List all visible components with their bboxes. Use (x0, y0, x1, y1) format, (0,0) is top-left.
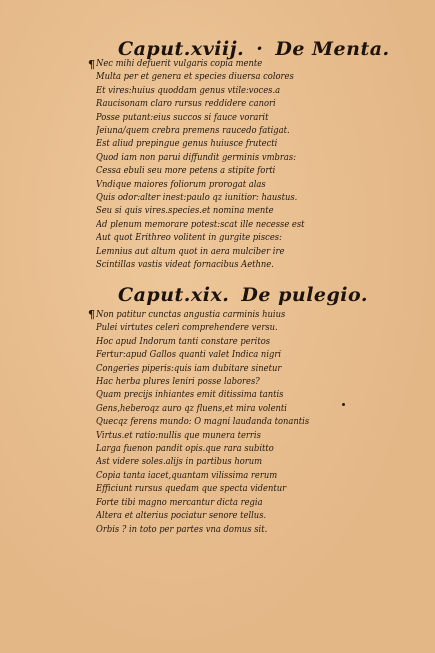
text-line: Posse putant:eius succos si fauce vorarit (96, 112, 269, 123)
text-line: Ad plenum memorare potest:scat ille necesse est (96, 219, 305, 230)
text-line: Hac herba plures leniri posse labores? (96, 377, 260, 388)
text-line: Fertur:apud Gallos quanti valet Indica nigri (96, 350, 282, 361)
text-line: Quecqz ferens mundo: O magni laudanda tonantis (96, 417, 310, 428)
chapter-19-heading (118, 284, 368, 306)
pilcrow-icon: ¶ (88, 58, 95, 71)
text-line: Aut quot Erithreo volitent in gurgite pisces: (96, 233, 282, 244)
chapter-18-title: De Menta. (275, 38, 390, 60)
text-line: Gens,heberoqz auro qz fluens,et mira volenti (96, 403, 287, 414)
text-line: Seu si quis vires.species.et nomina mente (96, 206, 274, 217)
text-line: Quam precijs inhiantes emit ditissima tantis (96, 390, 284, 401)
text-line: Copia tanta iacet,quantam vilissima rerum (96, 470, 278, 481)
text-line: Efficiunt rursus quedam que specta videntur (96, 484, 287, 495)
text-line: Cessa ebuli seu more petens a stipite forti (96, 166, 276, 177)
text-line: Pulei virtutes celeri comprehendere versu. (96, 323, 278, 334)
chapter-19-caput: Caput.xix. (118, 284, 230, 306)
text-line: Est aliud prepingue genus huiusce frutecti (96, 139, 278, 150)
pilcrow-icon: ¶ (88, 308, 95, 321)
ink-speck (342, 403, 345, 406)
text-line: Raucisonam claro rursus reddidere canori (96, 99, 276, 110)
text-line: Lemnius aut altum quot in aera mulciber ire (96, 246, 285, 257)
heading-separator: · (256, 38, 264, 60)
text-line: Vndique maiores foliorum prorogat alas (96, 179, 266, 190)
text-line: Et vires:huius quoddam genus vtile:voces.a (96, 85, 281, 96)
text-line: Congeries piperis:quis iam dubitare sinetur (96, 363, 282, 374)
chapter-18-heading (118, 38, 390, 60)
chapter-19-title: De pulegio. (241, 284, 368, 306)
text-line: Larga fuenon pandit opis.que rara subitto (96, 444, 274, 455)
text-line: Nec mihi defuerit vulgaris copia mente (96, 59, 263, 69)
text-line: Multa per et genera et species diuersa colores (96, 72, 294, 83)
text-line: Orbis ? in toto per partes vna domus sit. (96, 524, 268, 535)
text-line: Quis odor:alter inest:paulo qz iunitior: haustus. (96, 193, 298, 204)
text-line: Quod iam non parui diffundit germinis vmbras: (96, 152, 297, 163)
chapter-19-text (96, 309, 396, 537)
text-line: Forte tibi magno mercantur dicta regia (96, 497, 263, 508)
chapter-18-text (96, 58, 396, 273)
text-line: Altera et alterius pociatur senore tellus. (96, 511, 267, 522)
text-line: Ast videre soles.alijs in partibus horum (96, 457, 263, 468)
text-line: Virtus.et ratio:nullis que munera terris (96, 430, 261, 441)
text-line: Non patitur cunctas angustia carminis huius (96, 310, 286, 320)
text-line: Scintillas vastis videat fornacibus Aethne. (96, 260, 274, 271)
chapter-18-caput: Caput.xviij. (118, 38, 245, 60)
text-line: Jeiuna/quem crebra premens raucedo fatigat. (96, 126, 290, 137)
text-line: Hoc apud Indorum tanti constare peritos (96, 336, 271, 347)
